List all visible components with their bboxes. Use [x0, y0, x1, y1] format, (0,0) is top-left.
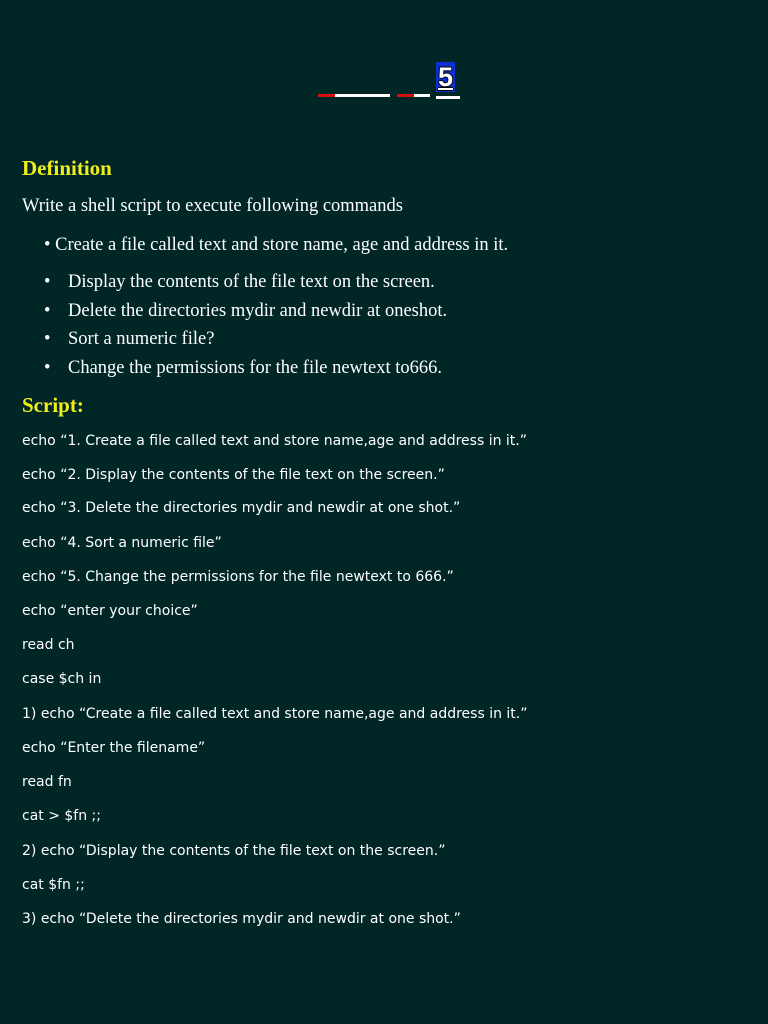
code-line: echo “5. Change the permissions for the file newtext to 666.” [22, 569, 454, 585]
definition-heading: Definition [22, 156, 112, 180]
code-line: echo “enter your choice” [22, 603, 198, 619]
list-item [44, 271, 447, 300]
list-item-text: Create a file called text and store name, age and address in it. [55, 235, 509, 255]
header-decoration-dash [335, 94, 390, 97]
code-line: echo “Enter the filename” [22, 740, 206, 756]
code-line: 3) echo “Delete the directories mydir and newdir at one shot.” [22, 911, 461, 927]
definition-bullet-list [44, 271, 447, 385]
header-decoration-dash [414, 94, 430, 97]
code-line: 2) echo “Display the contents of the file text on the screen.” [22, 843, 446, 859]
code-line: read fn [22, 774, 72, 790]
code-line: read ch [22, 637, 75, 653]
list-item [44, 300, 447, 329]
code-line: echo “1. Create a file called text and store name,age and address in it.” [22, 433, 527, 449]
code-line: 1) echo “Create a file called text and store name,age and address in it.” [22, 706, 528, 722]
code-line: cat $fn ;; [22, 877, 85, 893]
code-line: echo “4. Sort a numeric file” [22, 535, 222, 551]
header-decoration-dash [397, 94, 414, 97]
bullet: • [44, 329, 51, 349]
list-item [44, 357, 447, 386]
page-number: 5 [437, 62, 454, 92]
slide-header [0, 58, 768, 108]
list-item-text: Sort a numeric file? [68, 329, 215, 349]
bullet: • [44, 235, 51, 255]
bullet: • [44, 357, 51, 378]
code-line: echo “2. Display the contents of the file text on the screen.” [22, 467, 445, 483]
script-heading: Script: [22, 393, 84, 417]
list-item-text: Display the contents of the file text on the screen. [68, 272, 435, 292]
list-item-text: Change the permissions for the file newtext to666. [68, 357, 443, 378]
code-line: case $ch in [22, 671, 102, 687]
definition-first-item [44, 234, 508, 256]
page-number-underline [436, 96, 460, 99]
list-item-text: Delete the directories mydir and newdir at oneshot. [68, 300, 448, 321]
header-decoration-dash [318, 94, 335, 97]
bullet: • [44, 300, 51, 321]
code-line: echo “3. Delete the directories mydir and newdir at one shot.” [22, 500, 461, 516]
definition-intro: Write a shell script to execute following commands [22, 196, 403, 216]
list-item [44, 328, 447, 357]
bullet: • [44, 272, 51, 292]
code-line: cat > $fn ;; [22, 808, 101, 824]
